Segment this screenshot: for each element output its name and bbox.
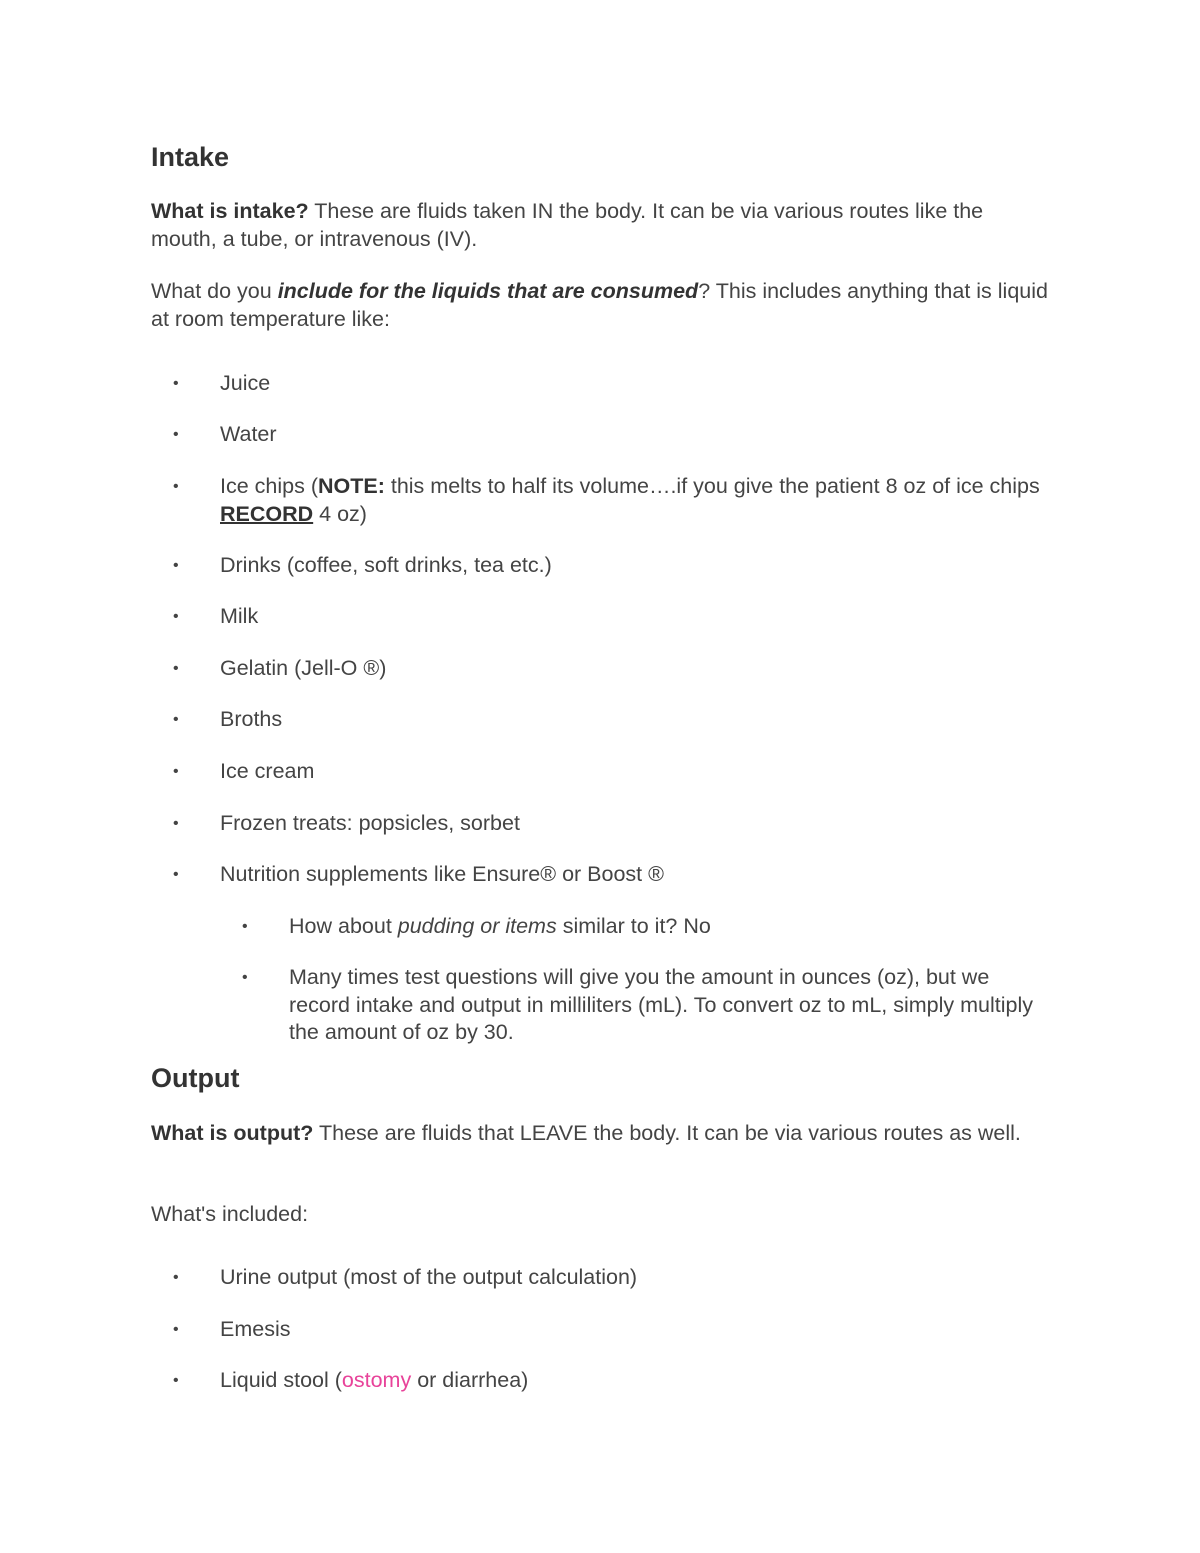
bullet-icon: • — [173, 1269, 179, 1286]
intake-definition-label: What is intake? — [151, 199, 309, 223]
list-item-text: Ice cream — [220, 759, 315, 783]
ostomy-link[interactable]: ostomy — [341, 1368, 412, 1392]
pudding-emphasis: pudding or items — [397, 914, 557, 938]
list-item-text — [220, 473, 1050, 528]
list-item-text: Broths — [220, 707, 283, 731]
bullet-icon: • — [173, 608, 179, 625]
intake-heading: Intake — [151, 142, 230, 172]
output-heading: Output — [151, 1063, 240, 1093]
intake-question-emphasis: include for the liquids that are consumed — [277, 279, 699, 303]
ice-chips-record: RECORD — [220, 501, 314, 526]
intake-definition — [151, 198, 1051, 253]
list-item-text: Frozen treats: popsicles, sorbet — [220, 811, 520, 835]
output-definition-text: These are fluids that LEAVE the body. It can be via various routes as well. — [313, 1121, 1021, 1145]
list-item-text: Nutrition supplements like Ensure® or Boost ® — [220, 862, 664, 886]
bullet-icon: • — [173, 1372, 179, 1389]
list-item-text: Urine output (most of the output calculation) — [220, 1265, 638, 1289]
bullet-icon: • — [173, 426, 179, 443]
bullet-icon: • — [173, 711, 179, 728]
list-item-text: Emesis — [220, 1317, 291, 1341]
list-item-text: Many times test questions will give you the amount in ounces (oz), but we record intake and output in milliliters (mL). To convert oz to mL, simply multiply the amount of oz by 30. — [289, 965, 1034, 1044]
ice-chips-note-label: NOTE: — [317, 474, 385, 498]
output-definition-label: What is output? — [151, 1121, 314, 1145]
pudding-prefix: How about — [289, 914, 398, 938]
list-item-text: Juice — [220, 371, 271, 395]
liquid-stool-prefix: Liquid stool ( — [220, 1368, 342, 1392]
pudding-end: similar to it? No — [556, 914, 711, 938]
bullet-icon: • — [173, 815, 179, 832]
intake-definition-text: These are fluids taken IN the body. It can be via various routes like the mouth, a tube, or intravenous (IV). — [151, 199, 984, 251]
list-item-text: Gelatin (Jell-O ®) — [220, 656, 387, 680]
bullet-icon: • — [173, 866, 179, 883]
ice-chips-prefix: Ice chips ( — [220, 474, 318, 498]
output-included-label: What's included: — [151, 1202, 309, 1226]
bullet-icon: • — [173, 478, 179, 495]
list-item-text: Milk — [220, 604, 259, 628]
bullet-icon: • — [173, 557, 179, 574]
ice-chips-end: 4 oz) — [313, 501, 367, 526]
list-item-text: Water — [220, 422, 277, 446]
ice-chips-note-text: this melts to half its volume….if you give the patient 8 oz of ice chips — [384, 474, 1040, 498]
bullet-icon: • — [173, 660, 179, 677]
bullet-icon: • — [242, 969, 248, 986]
bullet-icon: • — [173, 763, 179, 780]
list-item-text — [220, 1367, 1050, 1395]
intake-question — [151, 278, 1051, 333]
intake-question-suffix: ? This includes anything that is liquid at room temperature like: — [151, 279, 1048, 331]
bullet-icon: • — [242, 918, 248, 935]
liquid-stool-end: or diarrhea) — [411, 1368, 529, 1392]
list-item-text — [289, 913, 1054, 941]
output-definition — [151, 1120, 1051, 1148]
bullet-icon: • — [173, 1321, 179, 1338]
bullet-icon: • — [173, 375, 179, 392]
list-item-text: Drinks (coffee, soft drinks, tea etc.) — [220, 553, 552, 577]
intake-question-prefix: What do you — [151, 279, 278, 303]
